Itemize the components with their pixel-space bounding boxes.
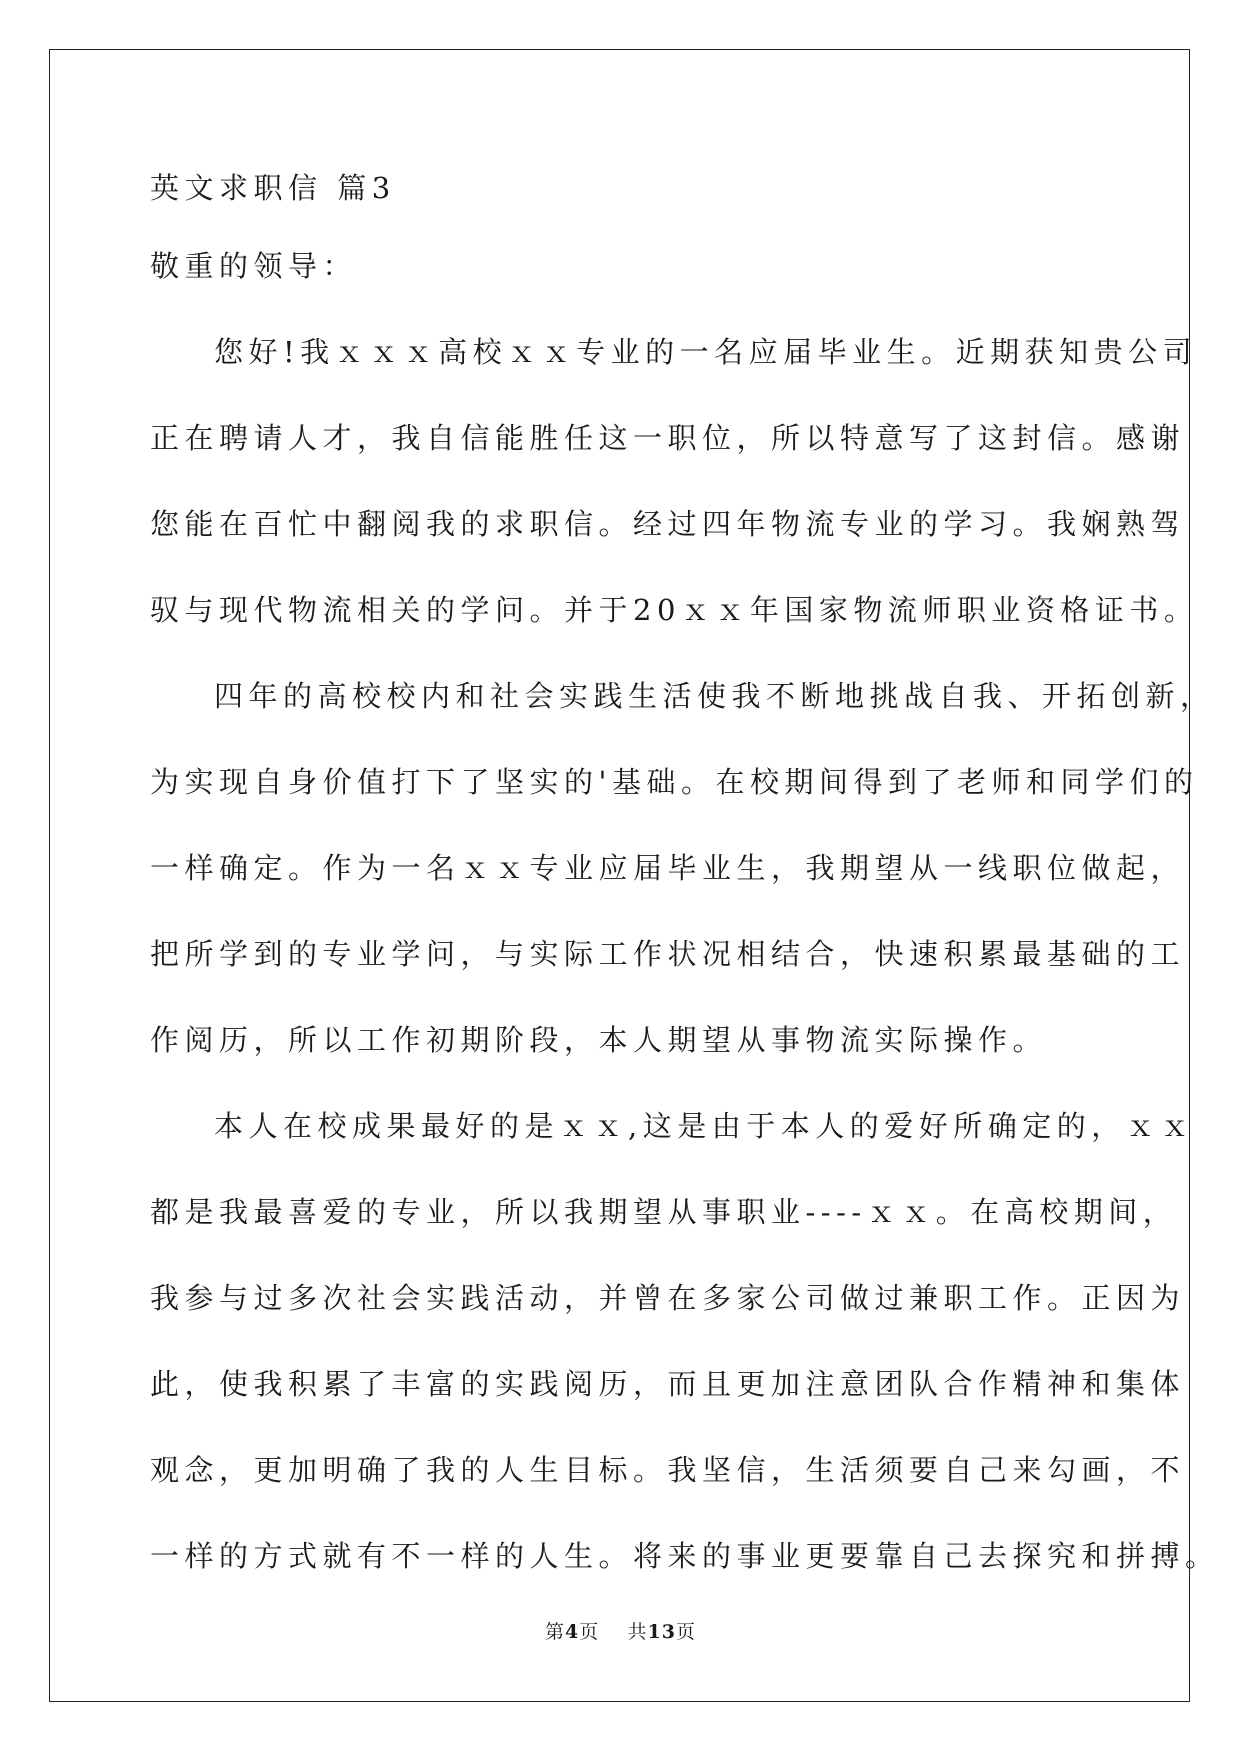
paragraph-line: 四年的高校校内和社会实践生活使我不断地挑战自我、开拓创新， [214,679,1215,713]
total-pages: 13 [647,1621,676,1643]
paragraph-line: 把所学到的专业学问，与实际工作状况相结合，快速积累最基础的工 [150,937,1186,971]
paragraph-line: 驭与现代物流相关的学问。并于20ｘｘ年国家物流师职业资格证书。 [150,593,1199,627]
paragraph-line: 一样的方式就有不一样的人生。将来的事业更要靠自己去探究和拼搏。 [150,1539,1220,1573]
paragraph-line: 正在聘请人才，我自信能胜任这一职位，所以特意写了这封信。感谢 [150,421,1186,455]
paragraph-line: 此，使我积累了丰富的实践阅历，而且更加注意团队合作精神和集体 [150,1367,1186,1401]
paragraph-line: 作阅历，所以工作初期阶段，本人期望从事物流实际操作。 [150,1023,1048,1057]
paragraph-line: 您好!我ｘｘｘ高校ｘｘ专业的一名应届毕业生。近期获知贵公司 [214,335,1198,369]
paragraph-line: 本人在校成果最好的是ｘｘ,这是由于本人的爱好所确定的，ｘｘ [214,1109,1195,1143]
paragraph-line: 观念，更加明确了我的人生目标。我坚信，生活须要自己来勾画，不 [150,1453,1186,1487]
footer-page-suffix: 页 [579,1621,600,1643]
footer-prefix: 第 [545,1621,566,1643]
salutation: 敬重的领导： [150,249,358,283]
paragraph-line: 一样确定。作为一名ｘｘ专业应届毕业生，我期望从一线职位做起， [150,851,1186,885]
paragraph-line: 您能在百忙中翻阅我的求职信。经过四年物流专业的学习。我娴熟驾 [150,507,1186,541]
page-number: 4 [565,1621,580,1643]
document-body [150,155,1220,1599]
document-title: 英文求职信 篇3 [150,171,396,205]
footer-total-suffix: 页 [675,1621,696,1643]
page-footer [0,1617,1241,1644]
paragraph-line: 都是我最喜爱的专业，所以我期望从事职业----ｘｘ。在高校期间， [150,1195,1178,1229]
footer-total-prefix: 共 [627,1621,648,1643]
paragraph-3 [150,1083,1220,1599]
paragraph-2 [150,653,1215,1083]
paragraph-line: 我参与过多次社会实践活动，并曾在多家公司做过兼职工作。正因为 [150,1281,1186,1315]
paragraph-line: 为实现自身价值打下了坚实的'基础。在校期间得到了老师和同学们的 [150,765,1199,799]
paragraph-1 [150,309,1199,653]
